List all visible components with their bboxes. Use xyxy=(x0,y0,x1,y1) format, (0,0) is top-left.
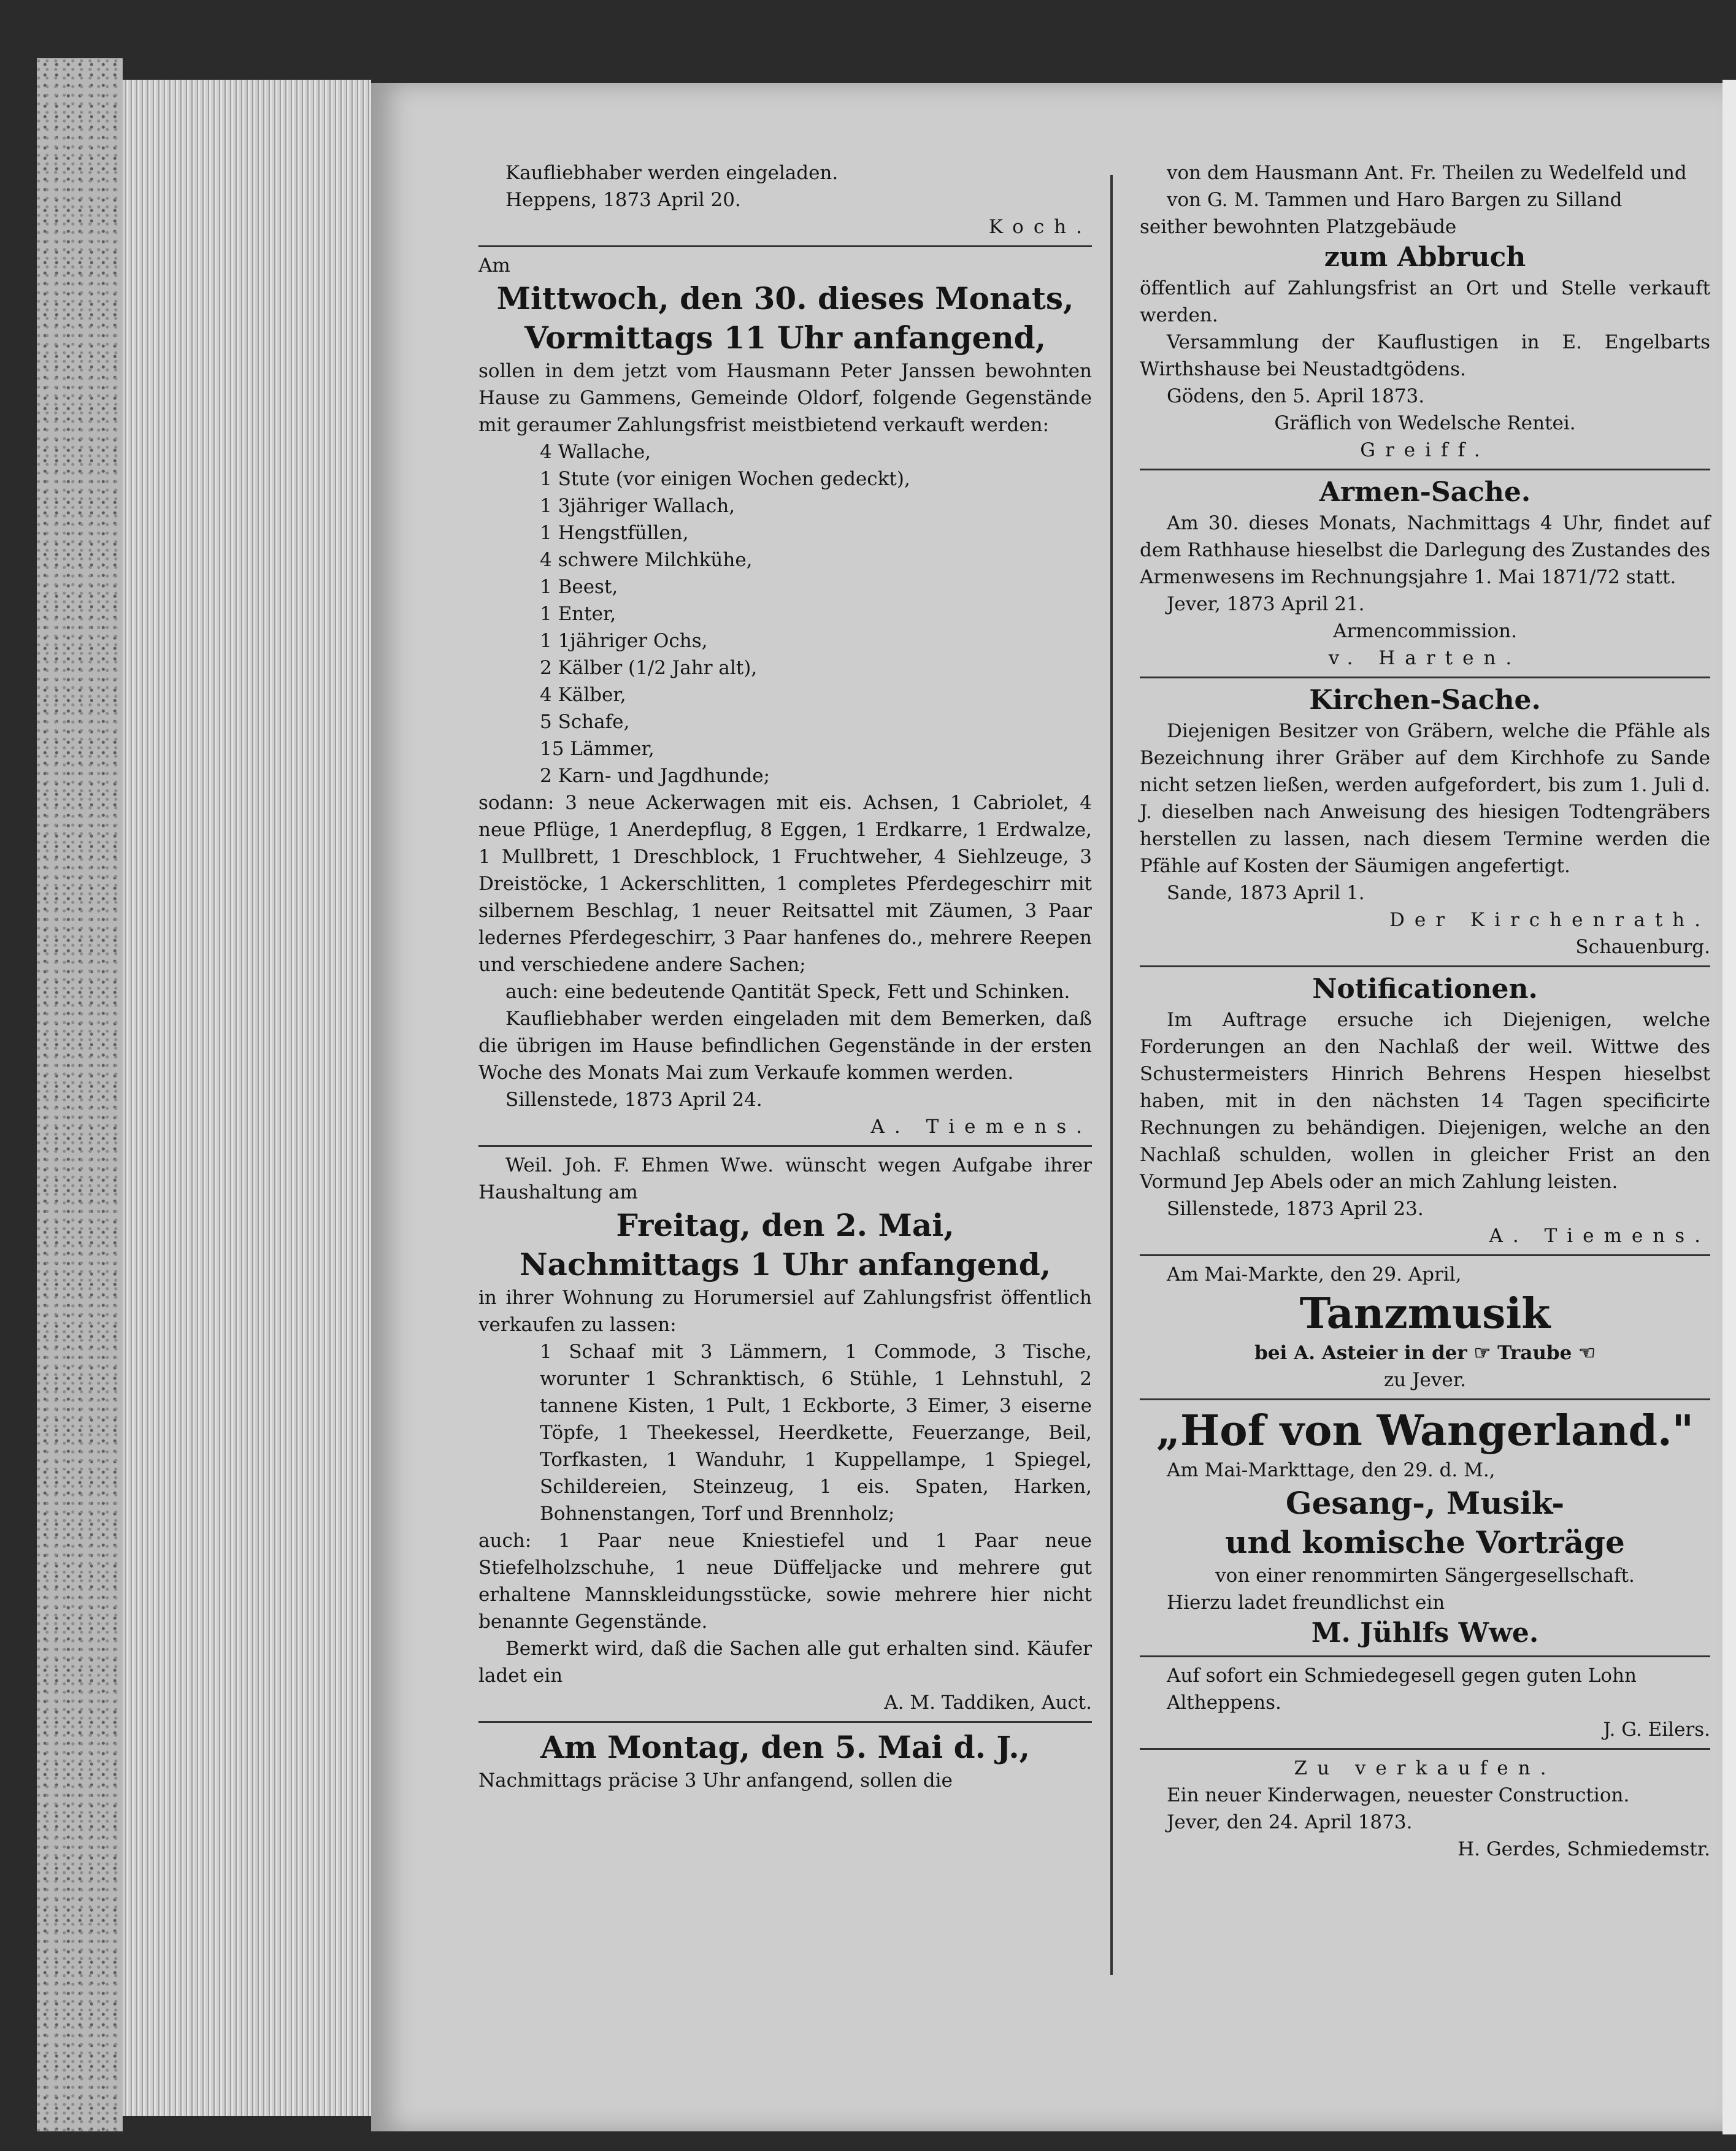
auction-item-list xyxy=(478,439,1092,789)
dance-venue: bei A. Asteier in der ☞ Traube ☜ xyxy=(1254,1342,1596,1364)
auction-sodann: sodann: 3 neue Ackerwagen mit eis. Achsen, 1 Cabriolet, 4 neue Pflüge, 1 Anerdepflug, 8 Eggen, 1 Erdkarre, 1 Erdwalze, 1 Mullbrett, 1 Dreschblock, 1 Fruchtweher, 4 Siehlzeuge, 3 Dreistöcke, 1 Ackerschlitten, 1 completes Pferdegeschirr mit silbernem Beschlag, 1 neuer Reitsattel mit Zäumen, 3 Paar ledernes Pferdegeschirr, 3 Paar hanfenes do., mehrere Reepen und verschiedene andere Sachen; xyxy=(478,792,1092,976)
demolition-issuer: Gräflich von Wedelsche Rentei. xyxy=(1274,412,1576,434)
separator xyxy=(1140,1655,1710,1657)
sale-location: in ihrer Wohnung zu Horumersiel auf Zahlungsfrist öffentlich verkaufen zu lassen: xyxy=(478,1287,1092,1336)
church-matter-date: Sande, 1873 April 1. xyxy=(1167,882,1365,904)
demolition-text: öffentlich auf Zahlungsfrist an Ort und Stelle verkauft werden. xyxy=(1140,277,1710,326)
list-item: 2 Kälber (1/2 Jahr alt), xyxy=(540,657,758,679)
page-stack-edges xyxy=(123,80,371,2116)
auction-heading-time: Vormittags 11 Uhr anfangend, xyxy=(524,320,1047,356)
list-item: 5 Schafe, xyxy=(540,711,630,733)
auction-intro: sollen in dem jetzt vom Hausmann Peter Janssen bewohnten Hause zu Gammens, Gemeinde Oldorf, folgende Gegenstände mit geraumer Zahlungsfrist meistbietend verkauft werden: xyxy=(478,360,1092,436)
sale-heading-date: Freitag, den 2. Mai, xyxy=(616,1207,954,1243)
demolition-signature: Greiff. xyxy=(1360,439,1490,461)
separator xyxy=(1140,1748,1710,1750)
monday-text: Nachmittags präcise 3 Uhr anfangend, sollen die xyxy=(478,1769,953,1792)
inn-performers: von einer renommirten Sängergesellschaft. xyxy=(1215,1565,1635,1587)
sale-auch: auch: 1 Paar neue Kniestiefel und 1 Paar neue Stiefelholzschuhe, 1 neue Düffeljacke und mehrere gut erhaltene Mannskleidungsstücke, sowie mehrere hier nicht benannte Gegenstände. xyxy=(478,1530,1092,1633)
sale-heading-time: Nachmittags 1 Uhr anfangend, xyxy=(519,1246,1051,1283)
notice-date: Heppens, 1873 April 20. xyxy=(505,189,741,211)
demolition-heading: zum Abbruch xyxy=(1324,242,1526,273)
auction-date: Sillenstede, 1873 April 24. xyxy=(505,1089,762,1111)
notice-line: Kaufliebhaber werden eingeladen. xyxy=(505,162,839,184)
demolition-date: Gödens, den 5. April 1873. xyxy=(1167,385,1425,407)
for-sale-text: Ein neuer Kinderwagen, neuester Construction. xyxy=(1167,1784,1630,1806)
demolition-line-1: von dem Hausmann Ant. Fr. Theilen zu Wedelfeld und xyxy=(1167,162,1687,184)
demolition-line-2: von G. M. Tammen und Haro Bargen zu Silland xyxy=(1167,189,1623,211)
church-matter-issuer: Der Kirchenrath. xyxy=(1389,909,1710,931)
list-item: 1 Hengstfüllen, xyxy=(540,522,689,544)
poor-matter-date: Jever, 1873 April 21. xyxy=(1167,593,1365,615)
dance-town: zu Jever. xyxy=(1383,1369,1467,1391)
inn-date: Am Mai-Markttage, den 29. d. M., xyxy=(1167,1459,1496,1481)
sale-intro: Weil. Joh. F. Ehmen Wwe. wünscht wegen Aufgabe ihrer Haushaltung am xyxy=(478,1154,1092,1203)
job-place: Altheppens. xyxy=(1167,1692,1281,1714)
notice-am: Am xyxy=(478,255,510,277)
column-divider xyxy=(1110,175,1113,1975)
separator xyxy=(478,245,1092,247)
auction-remark: Kaufliebhaber werden eingeladen mit dem Bemerken, daß die übrigen im Hause befindlichen Gegenstände in der ersten Woche des Monats Mai zum Verkaufe kommen werden. xyxy=(478,1008,1092,1084)
for-sale-heading: Zu verkaufen. xyxy=(1294,1757,1556,1779)
inn-signature: M. Jühlfs Wwe. xyxy=(1311,1617,1539,1649)
list-item: 1 Enter, xyxy=(540,603,616,625)
dance-date: Am Mai-Markte, den 29. April, xyxy=(1167,1263,1462,1286)
list-item: 1 1jähriger Ochs, xyxy=(540,630,708,652)
demolition-meeting: Versammlung der Kauflustigen in E. Engelbarts Wirthshause bei Neustadtgödens. xyxy=(1140,331,1710,380)
poor-matter-text: Am 30. dieses Monats, Nachmittags 4 Uhr, findet auf dem Rathhause hieselbst die Darlegung des Zustandes des Armenwesens im Rechnungsjahre 1. Mai 1871/72 statt. xyxy=(1140,512,1710,588)
poor-matter-heading: Armen-Sache. xyxy=(1319,477,1531,508)
list-item: 2 Karn- und Jagdhunde; xyxy=(540,765,770,787)
church-matter-signature: Schauenburg. xyxy=(1575,936,1710,958)
notice-signature: Koch. xyxy=(988,216,1092,238)
sale-item-list: 1 Schaaf mit 3 Lämmern, 1 Commode, 3 Tische, worunter 1 Schranktisch, 6 Stühle, 1 Lehnstuhl, 2 tannene Kisten, 1 Pult, 1 Eckborte, 3 Eimer, 3 eiserne Töpfe, 1 Theekessel, Heerdkette, Feuerzange, Beil, Torfkasten, 1 Wanduhr, 1 Kuppellampe, 1 Spiegel, Schildereien, Steinzeug, 1 eis. Spaten, Harken, Bohnenstangen, Torf und Brennholz; xyxy=(540,1341,1092,1525)
right-column xyxy=(1140,159,1710,1863)
poor-matter-issuer: Armencommission. xyxy=(1333,620,1517,642)
list-item: 1 Beest, xyxy=(540,576,618,598)
separator xyxy=(1140,1254,1710,1256)
job-signature: J. G. Eilers. xyxy=(1603,1719,1710,1741)
inn-program-2: und komische Vorträge xyxy=(1225,1524,1625,1560)
job-text: Auf sofort ein Schmiedegesell gegen guten Lohn xyxy=(1167,1665,1637,1687)
inn-heading: „Hof von Wangerland." xyxy=(1156,1406,1694,1455)
list-item: 15 Lämmer, xyxy=(540,738,655,760)
for-sale-date: Jever, den 24. April 1873. xyxy=(1167,1811,1413,1833)
list-item: 4 schwere Milchkühe, xyxy=(540,549,753,571)
for-sale-signature: H. Gerdes, Schmiedemstr. xyxy=(1458,1838,1710,1860)
separator xyxy=(1140,1398,1710,1400)
book-cover-edge xyxy=(37,58,123,2131)
auction-auch: auch: eine bedeutende Qantität Speck, Fett und Schinken. xyxy=(505,981,1070,1003)
separator xyxy=(478,1721,1092,1723)
sale-remark: Bemerkt wird, daß die Sachen alle gut erhalten sind. Käufer ladet ein xyxy=(478,1638,1092,1687)
notifications-text: Im Auftrage ersuche ich Diejenigen, welche Forderungen an den Nachlaß der weil. Wittwe des Schustermeisters Hinrich Behrens Hespen hieselbst haben, mit in den nächsten 14 Tagen specificirte Rechnungen zu behändigen. Diejenigen, welche an den Nachlaß schulden, wollen in gleicher Frist an den Vormund Jep Abels oder an mich Zahlung leisten. xyxy=(1140,1009,1710,1193)
notifications-signature: A. Tiemens. xyxy=(1489,1225,1710,1247)
list-item: 4 Kälber, xyxy=(540,684,626,706)
list-item: 4 Wallache, xyxy=(540,441,651,463)
separator xyxy=(1140,469,1710,470)
dance-heading: Tanzmusik xyxy=(1299,1289,1551,1338)
facing-page-edge xyxy=(1723,80,1736,2134)
list-item: 1 Stute (vor einigen Wochen gedeckt), xyxy=(540,468,910,490)
church-matter-heading: Kirchen-Sache. xyxy=(1309,684,1541,716)
poor-matter-signature: v. Harten. xyxy=(1328,647,1522,669)
separator xyxy=(478,1145,1092,1147)
notifications-date: Sillenstede, 1873 April 23. xyxy=(1167,1198,1424,1220)
inn-invite: Hierzu ladet freundlichst ein xyxy=(1167,1592,1445,1614)
auction-signature: A. Tiemens. xyxy=(870,1116,1092,1138)
monday-heading: Am Montag, den 5. Mai d. J., xyxy=(540,1729,1031,1765)
church-matter-text: Diejenigen Besitzer von Gräbern, welche die Pfähle als Bezeichnung ihrer Gräber auf dem Kirchhofe zu Sande nicht setzen ließen, werden aufgefordert, bis zum 1. Juli d. J. dieselben nach Anweisung des hiesigen Todtengräbers herstellen zu lassen, nach diesem Termine werden die Pfähle auf Kosten der Säumigen angefertigt. xyxy=(1140,720,1710,877)
left-column xyxy=(478,159,1092,1794)
separator xyxy=(1140,965,1710,967)
separator xyxy=(1140,677,1710,678)
notifications-heading: Notificationen. xyxy=(1312,973,1538,1005)
sale-signature: A. M. Taddiken, Auct. xyxy=(884,1692,1092,1714)
auction-heading-date: Mittwoch, den 30. dieses Monats, xyxy=(496,280,1074,316)
demolition-line-3: seither bewohnten Platzgebäude xyxy=(1140,216,1457,238)
inn-program-1: Gesang-, Musik- xyxy=(1285,1485,1565,1521)
list-item: 1 3jähriger Wallach, xyxy=(540,495,735,517)
